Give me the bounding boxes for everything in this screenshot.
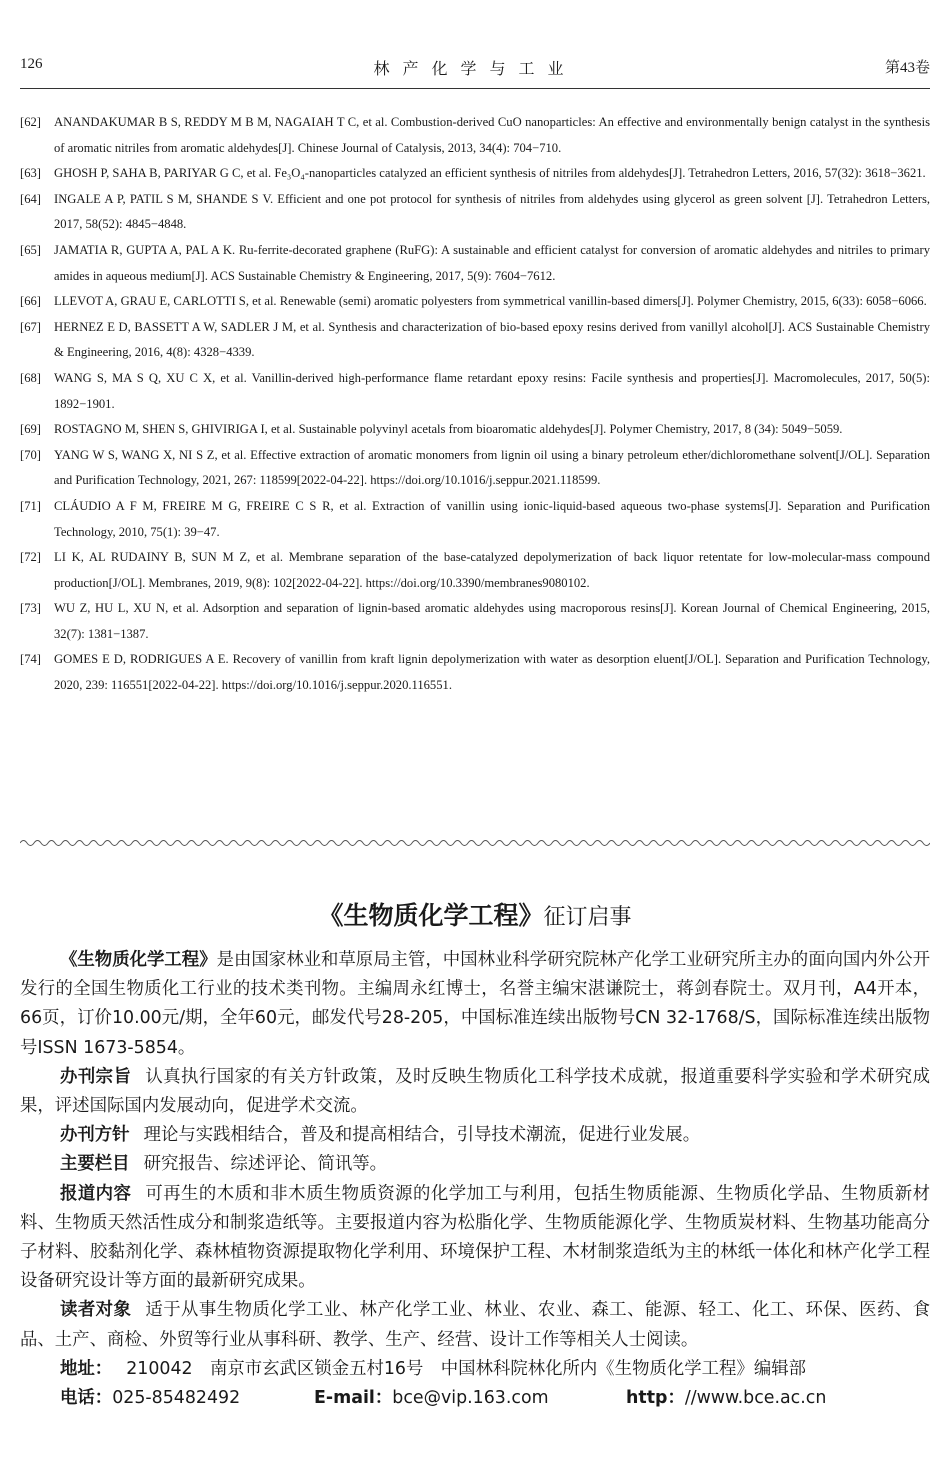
header-rule (20, 88, 930, 89)
reference-text: LLEVOT A, GRAU E, CARLOTTI S, et al. Renewable (semi) aromatic polyesters from symmetrical vanillin-based dimers[J]. Polymer Chemistry, 2015, 6(33): 6058−6066. (54, 294, 927, 309)
website-link[interactable]: http：//www.bce.ac.cn (626, 1388, 827, 1409)
reference-number: [63] (20, 166, 41, 181)
intro-paragraph (20, 946, 930, 1063)
reference-list (20, 110, 930, 699)
announcement-title (0, 896, 950, 932)
reference-item (20, 238, 930, 289)
section-columns: 主要栏目 研究报告、综述评论、简讯等。 (60, 1154, 388, 1175)
reference-number: [71] (20, 498, 41, 513)
reference-item (20, 545, 930, 596)
reference-text: JAMATIA R, GUPTA A, PAL A K. Ru-ferrite-decorated graphene (RuFG): A sustainable and efficient catalyst for conversion of aromatic aldehydes and nitriles to primary amides in aqueous medium[J]. ACS Sustainable Chemistry & Engineering, 2017, 5(9): 7604−7612. (54, 242, 930, 283)
page-header (20, 56, 930, 84)
reference-number: [66] (20, 294, 41, 309)
address-line (20, 1355, 930, 1384)
section-readers: 读者对象 适于从事生物质化学工业、林产化学工业、林业、农业、森工、能源、轻工、化工、环保、医药、食品、土产、商检、外贸等行业从事科研、教学、生产、经营、设计工作等相关人士阅读。 (20, 1300, 930, 1350)
section-aim: 办刊宗旨 认真执行国家的有关方针政策，及时反映生物质化工科学技术成就，报道重要科学实验和学术研究成果，评述国际国内发展动向，促进学术交流。 (20, 1066, 930, 1117)
reference-number: [72] (20, 550, 41, 565)
address-text: 210042 南京市玄武区锁金五村16号 中国林科院林化所内《生物质化学工程》编辑部 (126, 1358, 806, 1379)
reference-text: GOMES E D, RODRIGUES A E. Recovery of vanillin from kraft lignin depolymerization with water as desorption eluent[J/OL]. Separation and Purification Technology, 2020, 239: 116551[2022-04-22]. https://doi.org/10.1016/j.seppur.2020.116551. (54, 652, 930, 693)
page-number: 126 (20, 56, 43, 72)
reference-text: CLÁUDIO A F M, FREIRE M G, FREIRE C S R, et al. Extraction of vanillin using ionic-liquid-based aqueous two-phase systems[J]. Separation and Purification Technology, 2010, 75(1): 39−47. (54, 498, 930, 539)
reference-number: [68] (20, 370, 41, 385)
reference-item (20, 417, 930, 443)
reference-item (20, 161, 930, 187)
reference-item (20, 596, 930, 647)
journal-title: 林产化学与工业 (373, 61, 577, 78)
reference-text: GHOSH P, SAHA B, PARIYAR G C, et al. Fe₃O₄-nanoparticles catalyzed an efficient synthesis of nitriles from aldehydes[J]. Tetrahedron Letters, 2016, 57(32): 3618−3621. (54, 166, 926, 181)
announcement-body (20, 946, 930, 1413)
reference-item (20, 289, 930, 315)
volume-label: 第43卷 (884, 60, 930, 76)
email[interactable]: E-mail：bce@vip.163.com (314, 1388, 549, 1409)
wave-divider (20, 838, 930, 848)
reference-number: [70] (20, 447, 41, 462)
section-content: 报道内容 可再生的木质和非木质生物质资源的化学加工与利用，包括生物质能源、生物质化学品、生物质新材料、生物质天然活性成分和制浆造纸等。主要报道内容为松脂化学、生物质能源化学、生物质炭材料、生物基功能高分子材料、胶黏剂化学、森林植物资源提取物化学利用、环境保护工程、木材制浆造纸为主的林纸一体化和林产化学工程设备研究设计等方面的最新研究成果。 (20, 1183, 930, 1292)
reference-text: YANG W S, WANG X, NI S Z, et al. Effective extraction of aromatic monomers from lignin oil using a binary petroleum ether/dichloromethane solvent[J/OL]. Separation and Purification Technology, 2021, 267: 118599[2022-04-22]. https://doi.org/10.1016/j.seppur.2021.118599. (54, 447, 930, 488)
reference-item (20, 187, 930, 238)
reference-number: [73] (20, 601, 41, 616)
reference-item (20, 366, 930, 417)
intro-magazine-name: 《生物质化学工程》 (60, 950, 217, 970)
reference-number: [74] (20, 652, 41, 667)
reference-text: HERNEZ E D, BASSETT A W, SADLER J M, et al. Synthesis and characterization of bio-based epoxy resins derived from vanillyl alcohol[J]. ACS Sustainable Chemistry & Engineering, 2016, 4(8): 4328−4339. (54, 319, 930, 360)
address-label: 地址： (60, 1358, 113, 1379)
reference-number: [62] (20, 115, 41, 129)
intro-text: 是由国家林业和草原局主管，中国林业科学研究院林产化学工业研究所主办的面向国内外公开发行的全国生物质化工行业的技术类刊物。主编周永红博士，名誉主编宋湛谦院士，蒋剑春院士。双月刊，A4开本，66页，订价10.00元/期，全年60元，邮发代号28-205，中国标准连续出版物号CN 32-1768/S，国际标准连续出版物号ISSN 1673-5854。 (20, 950, 930, 1058)
reference-number: [67] (20, 319, 41, 334)
reference-text: WU Z, HU L, XU N, et al. Adsorption and separation of lignin-based aromatic aldehydes using macroporous resins[J]. Korean Journal of Chemical Engineering, 2015, 32(7): 1381−1387. (54, 601, 930, 641)
reference-text: ROSTAGNO M, SHEN S, GHIVIRIGA I, et al. Sustainable polyvinyl acetals from bioaromatic aldehydes[J]. Polymer Chemistry, 2017, 8 (34): 5049−5059. (54, 422, 843, 437)
reference-text: WANG S, MA S Q, XU C X, et al. Vanillin-derived high-performance flame retardant epoxy resins: Facile synthesis and properties[J]. Macromolecules, 2017, 50(5): 1892−1901. (54, 370, 930, 411)
reference-number: [64] (20, 191, 41, 206)
reference-text: ANANDAKUMAR B S, REDDY M B M, NAGAIAH T C, et al. Combustion-derived CuO nanoparticles: An effective and environmentally benign catalyst in the synthesis of aromatic nitriles from aromatic aldehydes[J]. Chinese Journal of Catalysis, 2013, 34(4): 704−710. (54, 115, 930, 155)
announcement-title-rest: 征订启事 (543, 905, 632, 930)
reference-text: LI K, AL RUDAINY B, SUN M Z, et al. Membrane separation of the base-catalyzed depolymerization of back liquor retentate for low-molecular-mass compound production[J/OL]. Membranes, 2019, 9(8): 102[2022-04-22]. https://doi.org/10.3390/membranes9080102. (54, 550, 930, 590)
reference-text: INGALE A P, PATIL S M, SHANDE S V. Efficient and one pot protocol for synthesis of nitriles from aldehydes using glycerol as green solvent [J]. Tetrahedron Letters, 2017, 58(52): 4845−4848. (54, 191, 930, 232)
reference-number: [69] (20, 422, 41, 437)
announcement-title-magazine: 《生物质化学工程》 (318, 901, 544, 930)
reference-item (20, 110, 930, 161)
reference-number: [65] (20, 242, 41, 257)
reference-item (20, 443, 930, 494)
section-policy: 办刊方针 理论与实践相结合，普及和提高相结合，引导技术潮流，促进行业发展。 (60, 1125, 701, 1146)
reference-item (20, 494, 930, 545)
contact-line (20, 1384, 930, 1413)
reference-item (20, 315, 930, 366)
reference-item (20, 647, 930, 698)
phone: 电话：025-85482492 (60, 1388, 241, 1409)
